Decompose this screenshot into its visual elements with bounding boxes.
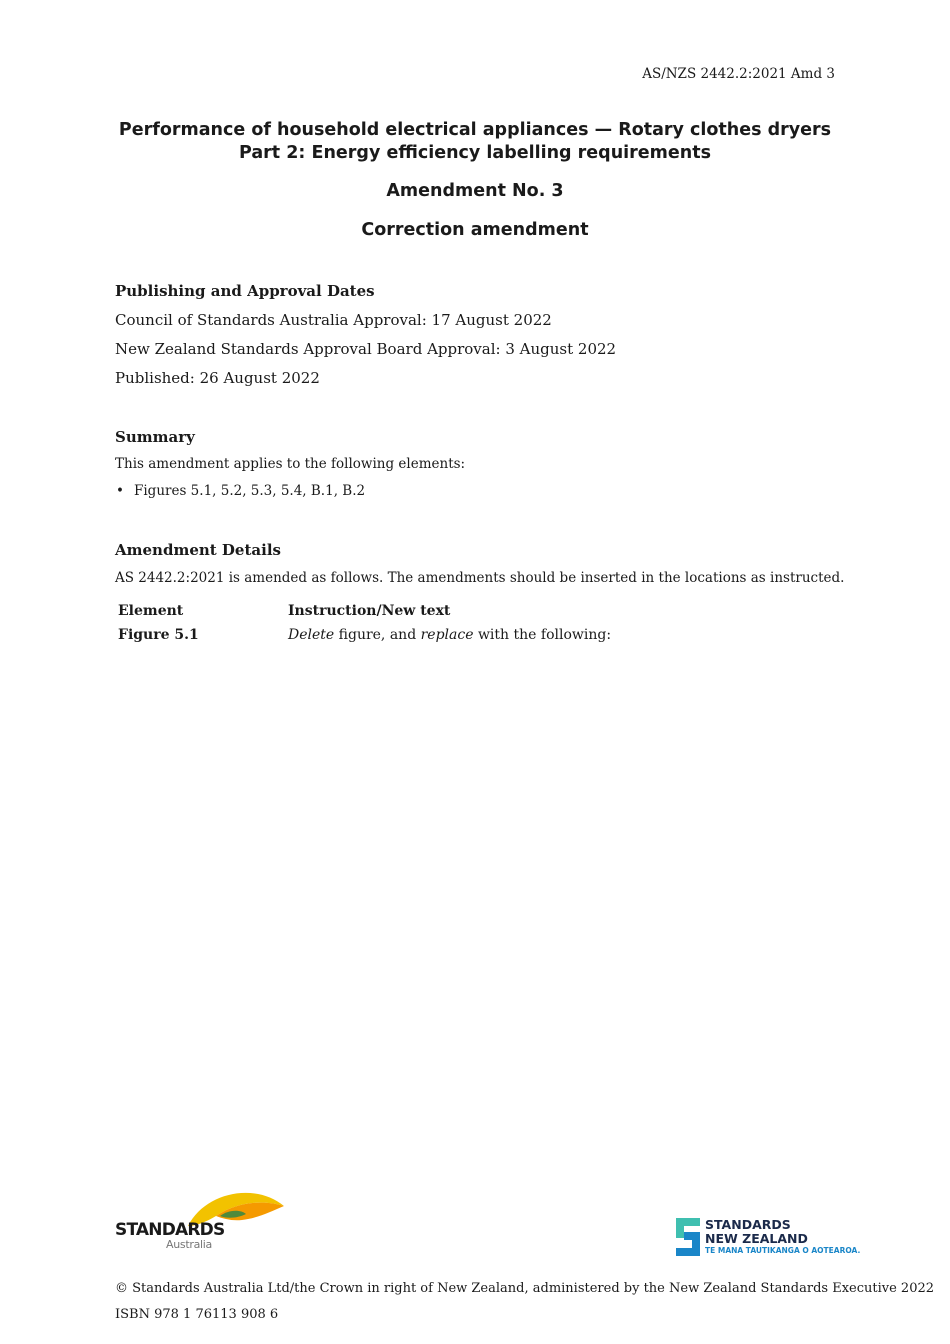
bullet-marker: • [116,483,124,499]
table-header-instruction: Instruction/New text [288,603,451,619]
instruction-mid: figure, and [334,627,421,643]
copyright-notice: © Standards Australia Ltd/the Crown in right of New Zealand, administered by the New Zealand Standards Executive 2022 [115,1281,935,1296]
document-reference: AS/NZS 2442.2:2021 Amd 3 [642,66,835,82]
snz-logo-line-2: NEW ZEALAND [705,1231,808,1246]
details-heading: Amendment Details [115,541,281,559]
snz-logo-line-1: STANDARDS [705,1217,791,1232]
summary-heading: Summary [115,428,195,446]
document-title [0,119,950,165]
details-intro: AS 2442.2:2021 is amended as follows. The amendments should be inserted in the locations as instructed. [115,570,845,586]
isbn: ISBN 978 1 76113 908 6 [115,1307,279,1322]
instruction-delete: Delete [288,627,335,643]
instruction-replace: replace [420,627,474,643]
publishing-heading: Publishing and Approval Dates [115,282,375,300]
sa-logo-name: STANDARDS [115,1220,225,1240]
amendment-type: Correction amendment [361,220,589,240]
table-cell-element: Figure 5.1 [118,627,199,643]
summary-bullet-item: Figures 5.1, 5.2, 5.3, 5.4, B.1, B.2 [134,483,366,499]
instruction-end: with the following: [473,627,612,643]
title-line-1: Performance of household electrical appliances — Rotary clothes dryers [118,120,832,140]
summary-intro: This amendment applies to the following elements: [115,456,466,472]
snz-mark-icon [676,1218,700,1256]
published-line: Published: 26 August 2022 [115,369,320,387]
sa-logo-sub: Australia [166,1238,212,1251]
table-header-element: Element [118,603,184,619]
approval-line-sa: Council of Standards Australia Approval: 17 August 2022 [115,311,552,329]
amendment-number: Amendment No. 3 [386,181,564,201]
title-line-2: Part 2: Energy efficiency labelling requirements [238,143,712,163]
approval-line-nz: New Zealand Standards Approval Board Approval: 3 August 2022 [115,340,617,358]
table-cell-instruction [288,627,611,643]
snz-logo-line-3: TE MANA TAUTIKANGA O AOTEAROA. [705,1246,861,1255]
